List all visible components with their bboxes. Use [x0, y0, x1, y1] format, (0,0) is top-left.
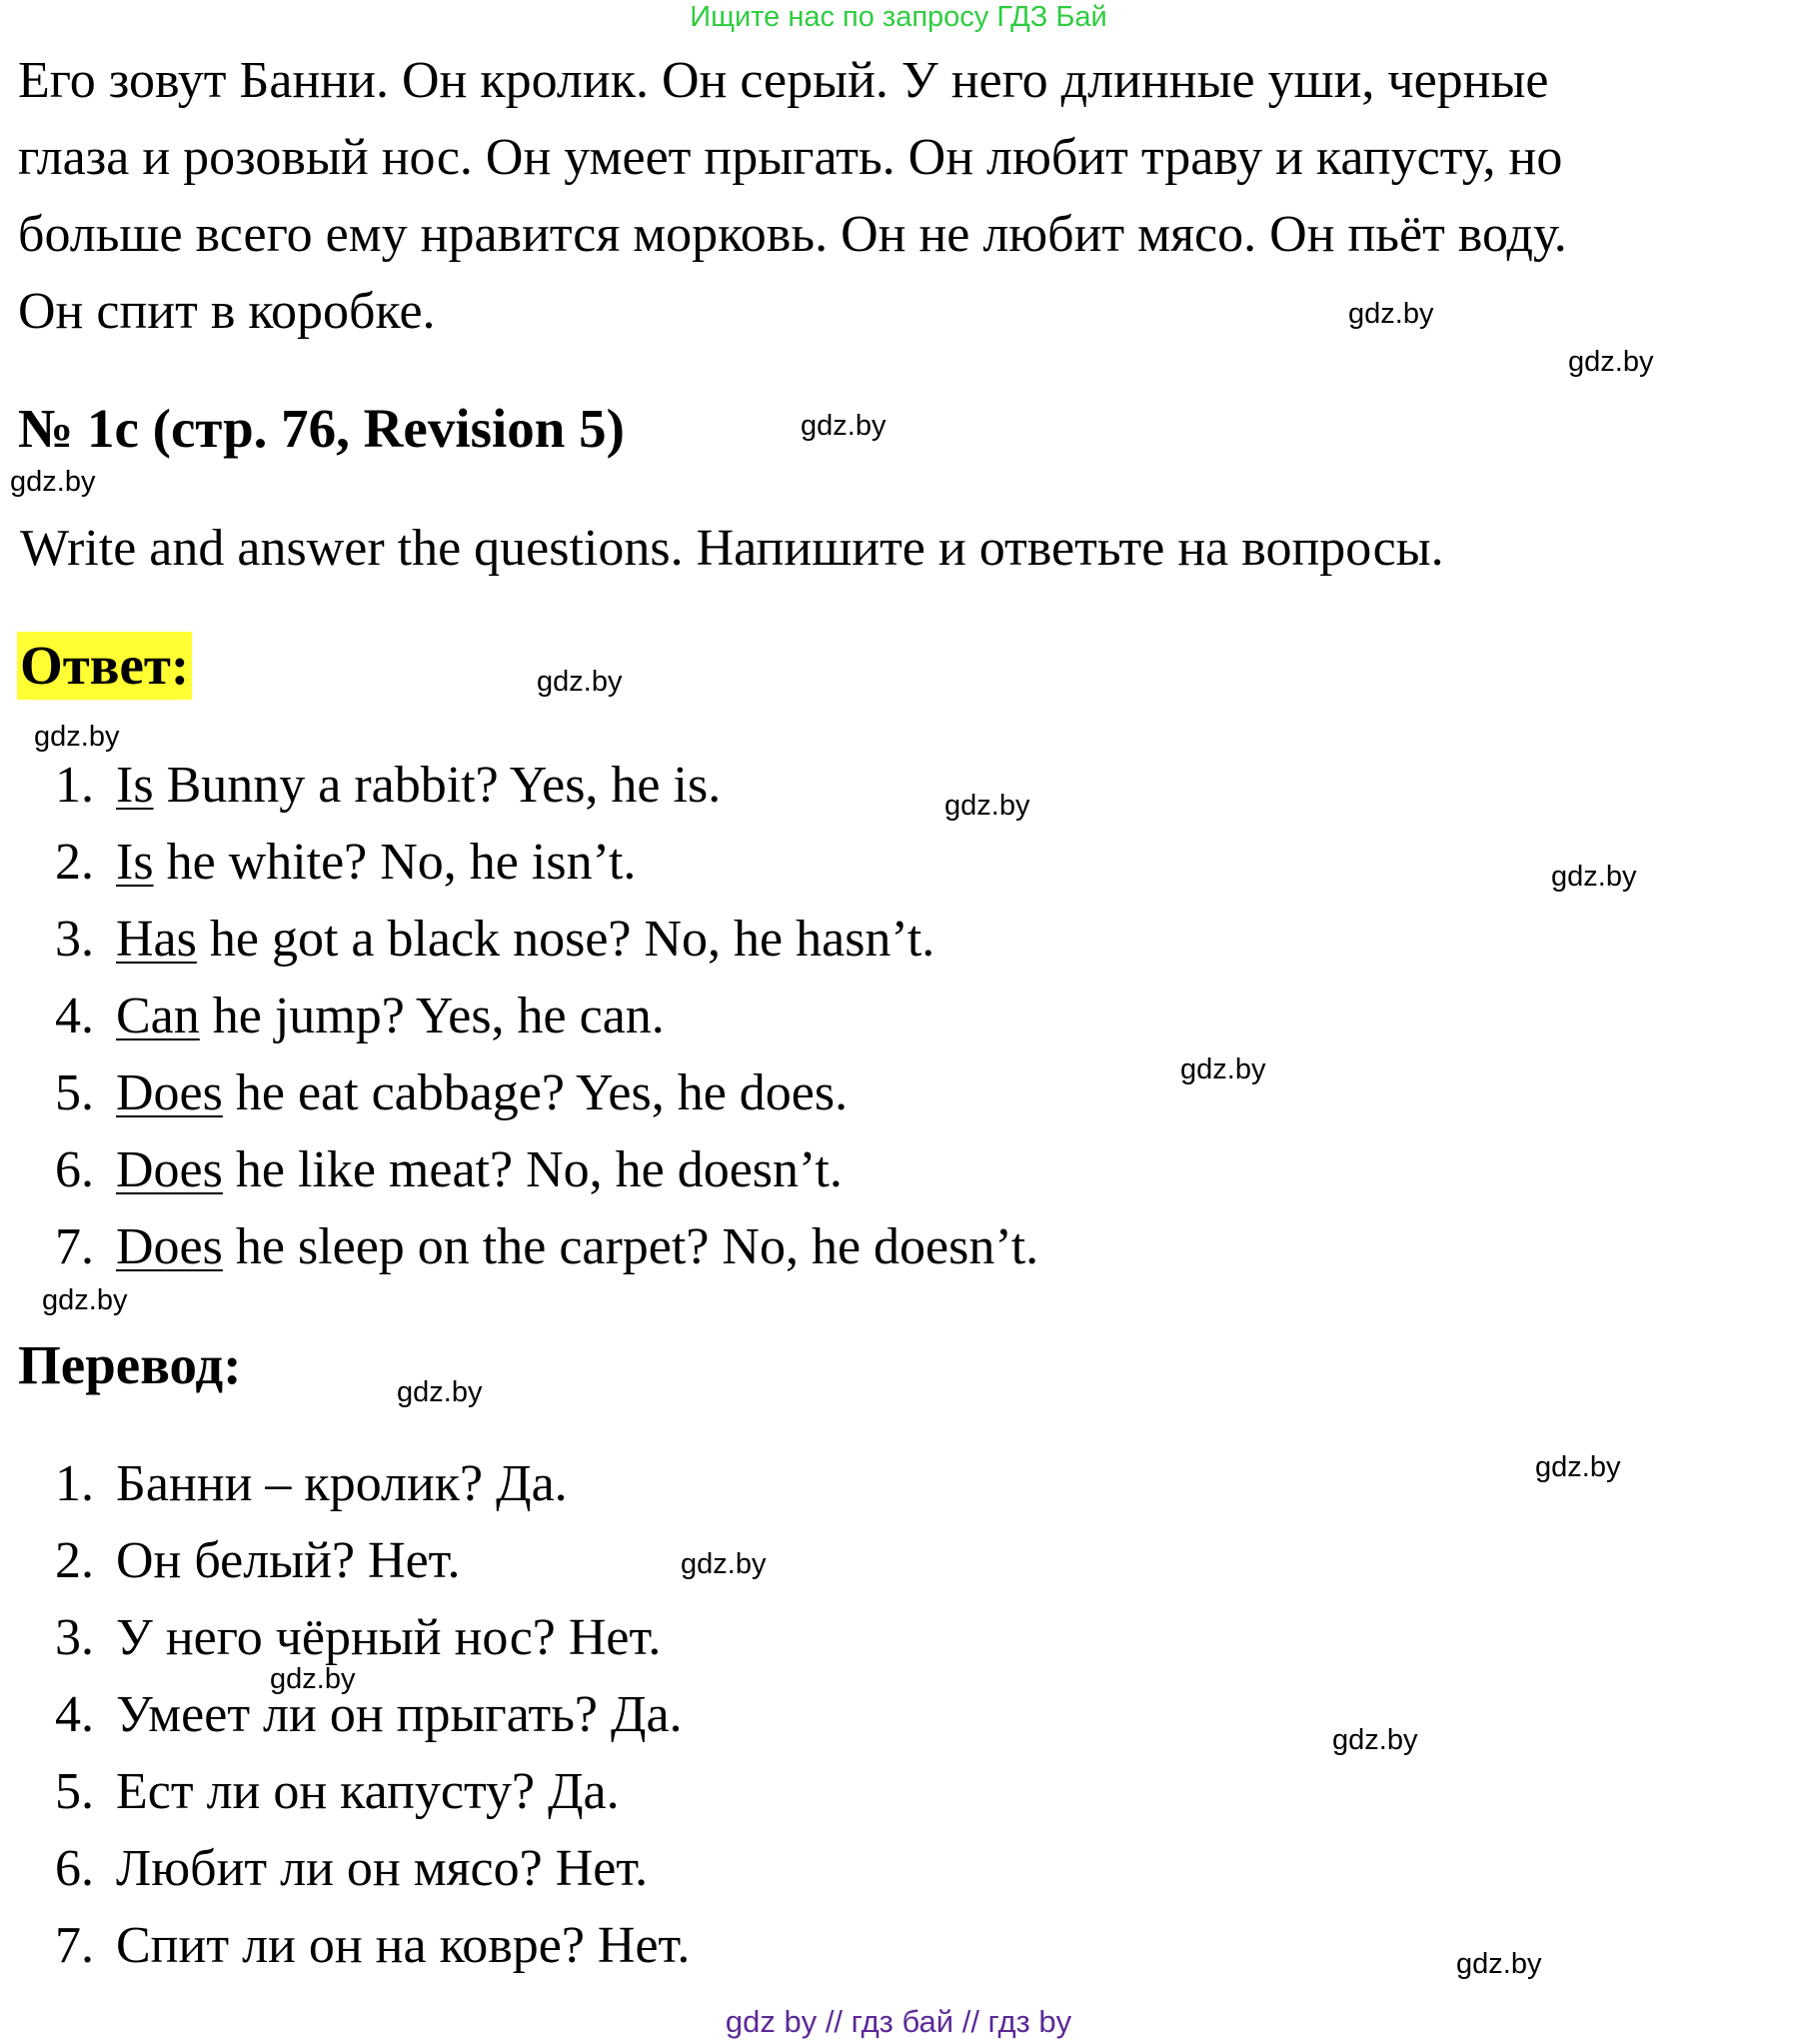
item-number: 3. — [55, 911, 94, 968]
answer-item — [42, 907, 1341, 973]
story-paragraph — [18, 42, 1797, 350]
watermark: gdz.by — [1535, 1451, 1621, 1483]
answer-item — [42, 1060, 1341, 1126]
item-number: 4. — [55, 988, 94, 1044]
answer-item — [42, 753, 1341, 819]
watermark: gdz.by — [1568, 346, 1654, 378]
paragraph-line: Его зовут Банни. Он кролик. Он серый. У него длинные уши, черные — [18, 52, 1549, 109]
underlined-word: Can — [116, 988, 200, 1044]
answer-text — [116, 830, 636, 896]
watermark: gdz.by — [10, 466, 96, 498]
answer-rest: he got a black nose? No, he hasn’t. — [196, 911, 935, 968]
translation-text: Спит ли он на ковре? Нет. — [116, 1917, 691, 1974]
answer-text — [116, 1137, 843, 1203]
watermark: gdz.by — [1551, 861, 1637, 893]
answer-text — [116, 753, 721, 819]
instruction: Write and answer the questions. Напишите и ответьте на вопросы. — [20, 520, 1444, 577]
item-number: 5. — [55, 1763, 94, 1820]
translation-text: Он белый? Нет. — [116, 1532, 461, 1589]
footer-links: gdz by // гдз бай // гдз by — [725, 2004, 1072, 2039]
watermark: gdz.by — [1348, 298, 1434, 330]
exercise-title: № 1c (стр. 76, Revision 5) — [18, 398, 625, 459]
underlined-word: Is — [116, 757, 154, 814]
answer-rest: he like meat? No, he doesn’t. — [222, 1141, 843, 1198]
translation-item — [42, 1759, 1341, 1825]
watermark: gdz.by — [801, 410, 887, 442]
watermark: gdz.by — [34, 721, 120, 753]
answer-rest: he sleep on the carpet? No, he doesn’t. — [222, 1218, 1039, 1275]
search-hint-banner: Ищите нас по запросу ГДЗ Бай — [690, 1, 1107, 33]
answer-text — [116, 907, 934, 973]
translation-item — [42, 1836, 1341, 1902]
paragraph-line: глаза и розовый нос. Он умеет прыгать. Он любит траву и капусту, но — [18, 129, 1563, 186]
answer-label: Ответ: — [17, 632, 192, 700]
underlined-word: Does — [116, 1064, 223, 1121]
answer-text — [116, 984, 665, 1049]
answer-text — [116, 1060, 848, 1126]
paragraph-line: Он спит в коробке. — [18, 283, 436, 340]
answer-rest: he jump? Yes, he can. — [199, 988, 665, 1044]
watermark: gdz.by — [944, 790, 1030, 822]
item-number: 5. — [55, 1064, 94, 1121]
underlined-word: Does — [116, 1141, 223, 1198]
watermark: gdz.by — [270, 1663, 356, 1695]
translation-item — [42, 1605, 1341, 1671]
item-number: 4. — [55, 1686, 94, 1743]
translation-text: У него чёрный нос? Нет. — [116, 1609, 662, 1666]
item-number: 7. — [55, 1218, 94, 1275]
item-number: 7. — [55, 1917, 94, 1974]
watermark: gdz.by — [1456, 1948, 1542, 1980]
translation-text: Ест ли он капусту? Да. — [116, 1763, 620, 1820]
item-number: 2. — [55, 1532, 94, 1589]
underlined-word: Has — [116, 911, 197, 968]
watermark: gdz.by — [42, 1284, 128, 1316]
answer-item — [42, 1137, 1341, 1203]
watermark: gdz.by — [1180, 1053, 1266, 1085]
paragraph-line: больше всего ему нравится морковь. Он не любит мясо. Он пьёт воду. — [18, 206, 1567, 263]
translation-text: Умеет ли он прыгать? Да. — [116, 1686, 683, 1743]
item-number: 1. — [55, 757, 94, 814]
watermark: gdz.by — [537, 666, 623, 698]
translation-item — [42, 1451, 1341, 1517]
item-number: 3. — [55, 1609, 94, 1666]
watermark: gdz.by — [681, 1548, 767, 1580]
answer-rest: he white? No, he isn’t. — [153, 834, 637, 891]
underlined-word: Is — [116, 834, 154, 891]
underlined-word: Does — [116, 1218, 223, 1275]
item-number: 6. — [55, 1141, 94, 1198]
answer-item — [42, 984, 1341, 1049]
watermark: gdz.by — [1332, 1724, 1418, 1756]
answer-rest: Bunny a rabbit? Yes, he is. — [153, 757, 722, 814]
answer-item — [42, 1214, 1341, 1280]
translation-item — [42, 1913, 1341, 1979]
item-number: 2. — [55, 834, 94, 891]
translation-label: Перевод: — [18, 1334, 242, 1395]
translation-text: Любит ли он мясо? Нет. — [116, 1840, 649, 1897]
answer-text — [116, 1214, 1038, 1280]
translation-item — [42, 1682, 1341, 1748]
translation-text: Банни – кролик? Да. — [116, 1455, 568, 1512]
item-number: 6. — [55, 1840, 94, 1897]
item-number: 1. — [55, 1455, 94, 1512]
watermark: gdz.by — [397, 1376, 483, 1408]
answer-item — [42, 830, 1341, 896]
answer-rest: he eat cabbage? Yes, he does. — [222, 1064, 849, 1121]
